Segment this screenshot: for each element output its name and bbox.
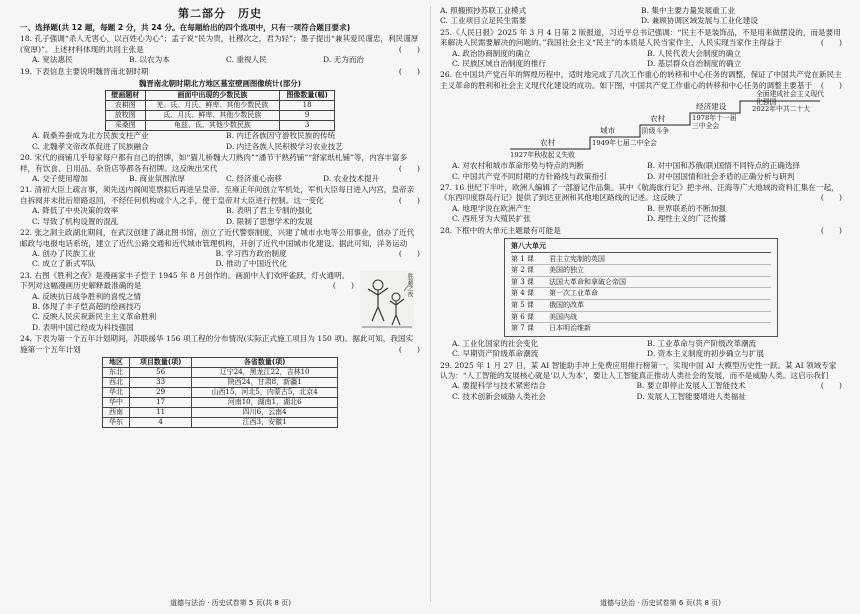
table-row: 西北 33 陕西24，甘肃8，新疆1 <box>103 377 338 387</box>
table-caption: 魏晋南北朝时期北方地区墓室壁画图像统计(部分) <box>139 79 301 89</box>
table-header: 各省数量(项) <box>192 357 338 367</box>
victory-night-cartoon <box>360 271 414 329</box>
options-18 <box>20 55 420 65</box>
timeline-step: 经济建设 <box>696 102 727 112</box>
project-distribution-table <box>102 357 338 428</box>
option[interactable]: D. 对中国国情和社会矛盾的正确分析与研判 <box>647 171 795 181</box>
lesson-row: 第 2 课 美国的独立 <box>511 265 771 277</box>
option[interactable]: D. 理性主义的广泛传播 <box>647 214 726 224</box>
option[interactable]: B. 体现了丰子恺高超的绘画技巧 <box>32 301 142 311</box>
option[interactable]: A. 对农村和城市革命形势与特点的判断 <box>452 161 584 171</box>
option[interactable]: A. 宽法惠民 <box>32 55 73 65</box>
option[interactable]: C. 成立了新式军队 <box>32 259 96 269</box>
table-row: 西南 11 四川6，云南4 <box>103 407 338 417</box>
question-20: 20. 宋代的商铺几乎每家每户都有自己的招牌，如“猫儿桥魏大刀熟肉”“潘节干熟药铺”“舒家纸札铺”等，内容丰富多样，有饮食、日用品、杂货店等都各有招牌。这反映出宋代 ( ) A. 交子使用增加 B. 商业氛围浓厚 C. 经济重心南移 D. 农业技术提升 <box>20 153 420 184</box>
option[interactable]: D. 资本主义制度的初步确立与扩展 <box>647 349 764 359</box>
option[interactable]: B. 要立即停止发展人工智能技术 <box>636 381 746 391</box>
option[interactable]: B. 世界联系的不断加强 <box>647 203 726 213</box>
question-25: 25.《人民日报》2025 年 3 月 4 日第 2 版报道，习近平总书记强调：“民主不是装饰品，不是用来做摆设的，而是要用来解决人民需要解决的问题的。”我国社会主义“民主”的本质是人民当家作主，人民实现当家作主得益于 ( ) A. 政治协商制度的确立 B. 人民代表大会制度的确立 C. 民族区域自治制度的推行 D. 基层群众自治制度的确立 <box>440 27 842 69</box>
option[interactable]: B. 对中国和苏俄(联)国情不同特点的正确选择 <box>647 161 801 171</box>
option[interactable]: D. 基层群众自治制度的确立 <box>647 59 742 69</box>
option[interactable]: B. 内迁各族因守游牧民族的传统 <box>226 131 336 141</box>
unit-title: 第八大单元 <box>511 241 771 253</box>
table-row: 农耕图 羌、氐、月氏、鲜卑、其他少数民族 18 <box>106 101 335 111</box>
option[interactable]: B. 集中主要力量发展重工业 <box>641 6 735 15</box>
question-29: 29. 2025 年 1 月 27 日，某 AI 智能助手冲上免费应用排行榜第一，实现中国 AI 大模型历史性一跃。某 AI 领域专家认为：“人工智能的发展核心就是‘以人为本’，要让人工智能真正推动人类社会的发展，而不是威胁人类。这启示我们 ( ) A. 要提科学与技术紧密结合 B. 要立即停止发展人工智能技术 C. 技术创新会威胁人类社会 D. 发展人工智能要增进人类福祉 <box>440 360 842 401</box>
option[interactable]: B. 商业氛围浓厚 <box>129 174 185 184</box>
option[interactable]: A. 照搬照抄苏联工业模式 <box>440 6 527 15</box>
question-23: 胜利之夜 23. 右图《胜利之夜》是漫画家丰子恺于 1945 年 8 月创作的。画面中人们欢呼雀跃，灯火通明。下列对这幅漫画历史解释最准确的是 ( ) A. 反映抗日战争胜利的喜悦之情 B. 体现了丰子恺高超的绘画技巧 C. 反映人民庆祝新民主主义革命胜利 D. 表明中国已经成为科技强国 <box>20 271 420 333</box>
timeline-step: 农村 <box>540 138 556 148</box>
option[interactable]: C. 西班牙为大殖民扩张 <box>452 214 531 224</box>
section-heading: 一、选择题(共 12 题，每题 2 分，共 24 分。在每题给出的四个选项中，只有一项符合题目要求) <box>20 23 351 32</box>
table-row: 华东 4 江西3，安徽1 <box>103 417 338 427</box>
option[interactable]: B. 工业革命与资产阶级改革潮流 <box>647 338 757 348</box>
unit-outline-box <box>504 238 778 337</box>
option[interactable]: B. 学习西方政治制度 <box>215 248 287 258</box>
stair-timeline <box>440 90 842 160</box>
mural-table <box>105 90 335 131</box>
cartoon-inscription: 胜利之夜 <box>406 272 413 297</box>
timeline-note: 1949年七届二中全会 <box>592 139 657 148</box>
table-header: 壁画题材 <box>106 91 146 101</box>
option[interactable]: C. 技术创新会威胁人类社会 <box>452 391 546 401</box>
option[interactable]: D. 表明中国已经成为科技强国 <box>32 322 134 332</box>
option[interactable]: A. 反映抗日战争胜利的喜悦之情 <box>32 291 142 301</box>
option[interactable]: A. 栽桑养蚕成为北方民族支柱产业 <box>32 131 149 141</box>
option[interactable]: D. 推动了中国近代化 <box>215 259 287 269</box>
question-19: 19. 下表信息主要说明魏晋南北朝时期 ( ) 魏晋南北朝时期北方地区墓室壁画图像统计(部分) 壁画题材 画面中出现的少数民族 图像数量(幅) 农耕图 羌、氐、月氏、鲜卑、其他少数民族 18 放牧图 氐、月氏、鲜卑、其他少数民族 9 采桑图 龟兹、氐、其他少数民族 3 A. 栽桑养蚕成为北方民族支柱产业 B. 内迁各族因守游牧民族的传统 C. 北魏孝文帝改革促进了民族融合 D. 内迁各族人民积极学习农业技艺 <box>20 66 420 151</box>
table-row: 东北 56 辽宁24，黑龙江22，吉林10 <box>103 367 338 377</box>
question-28: 28. 下框中的大单元主题最有可能是 ( ) 第八大单元 第 1 课 君主立宪制的英国 第 2 课 美国的独立 第 3 课 法国大革命和拿破仑帝国 第 4 课 第一次工业革命 第 5 课 俄国的改革 第 6 课 美国内战 第 7 课 日本明治维新 A. 工业化国家的社会变化 B. 工业革命与资产阶级改革潮流 C. 早期资产阶级革命潮流 D. 资本主义制度的初步确立与扩展 <box>440 225 842 359</box>
option[interactable]: D. 农业技术提升 <box>323 174 380 184</box>
option[interactable]: A. 工业化国家的社会变化 <box>452 338 539 348</box>
option[interactable]: D. 限制了思想学术的发展 <box>226 216 313 226</box>
option[interactable]: A. 要提科学与技术紧密结合 <box>452 381 546 391</box>
option[interactable]: B. 以农为本 <box>129 55 170 65</box>
option[interactable]: A. 创办了民族工业 <box>32 248 96 258</box>
lesson-row: 第 3 课 法国大革命和拿破仑帝国 <box>511 277 771 289</box>
lesson-row: 第 5 课 俄国的改革 <box>511 300 771 312</box>
option[interactable]: C. 反映人民庆祝新民主主义革命胜利 <box>32 312 157 322</box>
timeline-step: 城市 <box>600 126 616 136</box>
question-24: 24. 下表为第一个五年计划期间，苏联援华 156 项工程的分布情况(实际正式施工项目为 150 项)。据此可知，我国实施第一个五年计划 ( ) 地区 项目数量(项) 各省数量(项) 东北 56 辽宁24，黑龙江22，吉林10 西北 33 陕西24，甘肃8，新疆1 华北 29 山西15，河北5，内蒙古5，北京4 华中 17 河南10，湖南1，湖北6 西南 11 四川6，云南4 华东 4 江西3，安徽1 <box>20 334 420 426</box>
option[interactable]: C. 中国共产党不同时期的方针路线与政策指引 <box>452 171 607 181</box>
option[interactable]: D. 内迁各族人民积极学习农业技艺 <box>226 141 343 151</box>
left-page <box>20 6 420 428</box>
table-header: 画面中出现的少数民族 <box>145 91 280 101</box>
option[interactable]: D. 发展人工智能要增进人类福祉 <box>636 391 746 401</box>
question-22: 22. 张之洞主政湖北期间，在武汉创建了湖北图书馆，创立了近代警察制度，兴建了城市水电等公用事业，创办了近代邮政与电报电话系统，建立了近代公路交通和近代城市管理机构，开创了近代中国城市化建设。据此可知，洋务运动 ( ) A. 创办了民族工业 B. 学习西方政治制度 C. 成立了新式军队 D. 推动了中国近代化 <box>20 228 420 269</box>
timeline-note: 1927年秋收起义失败 <box>510 151 575 160</box>
option[interactable]: B. 表明了君主专制的强化 <box>226 206 313 216</box>
timeline-note: 1978年十一届三中全会 <box>692 114 737 131</box>
right-page <box>440 6 842 402</box>
option[interactable]: C. 工业项目立足民生需要 <box>440 16 527 26</box>
options-22 <box>20 249 399 270</box>
options-27 <box>440 204 842 225</box>
lesson-row: 第 7 课 日本明治维新 <box>511 324 591 333</box>
options-19 <box>20 131 420 152</box>
lesson-row: 第 1 课 君主立宪制的英国 <box>511 254 771 266</box>
timeline-step: 农村 <box>650 114 666 124</box>
table-row: 华北 29 山西15，河北5，内蒙古5，北京4 <box>103 387 338 397</box>
option[interactable]: C. 北魏孝文帝改革促进了民族融合 <box>32 141 149 151</box>
table-header: 地区 <box>103 357 130 367</box>
page-divider <box>430 6 431 602</box>
question-27: 27. 16 世纪下半叶，欧洲人编辑了一部游记作品集。其中《航海旅行记》把丰州、汪海等广大地域的资料汇集在一起，《东西印度群岛行记》提供了到达亚洲和其他地区路线的记述。这反映了 ( ) A. 地理学说在欧洲产生 B. 世界联系的不断加强 C. 西班牙为大殖民扩张 D. 理性主义的广泛传播 <box>440 183 842 224</box>
option[interactable]: D. 兼顾协调区域发展与工业化建设 <box>641 16 758 26</box>
option[interactable]: C. 民族区域自治制度的推行 <box>452 59 546 69</box>
options-28 <box>440 339 842 360</box>
option[interactable]: D. 无为而治 <box>323 55 365 65</box>
table-row: 放牧图 氐、月氏、鲜卑、其他少数民族 9 <box>106 111 335 121</box>
options-21 <box>20 206 420 227</box>
table-header: 项目数量(项) <box>130 357 192 367</box>
timeline-step: 全面建成社会主义现代化强国 <box>756 90 824 107</box>
options-26 <box>440 161 842 182</box>
option[interactable]: A. 交子使用增加 <box>32 174 88 184</box>
question-26: 26. 在中国共产党百年的辉煌历程中，适时地完成了几次工作重心的转移和中心任务的调整，保证了中国共产党在新民主主义革命的胜利和社会主义现代化建设的成功。如下图，中国共产党工作重心的转移和中心任务的调整主要基于 ( ) 农村 1927年秋收起义失败 城市 1949年七届二中全会 农村 阶级斗争 经济建设 1978年十一届三中全会 全面建成社会主义现代化强国 2022年中共二十大 A. 对农村和城市革命形势与特点的判断 B. 对中国和苏俄(联)国情不同特点的正确选择 C. 中国共产党不同时期的方针路线与政策指引 D. 对中国国情和社会矛盾的正确分析与研判 <box>440 70 842 181</box>
footer-page-6: 道德与法治 · 历史试卷第 6 页(共 8 页) <box>600 599 721 607</box>
option[interactable]: A. 降低了中央决策的效率 <box>32 206 119 216</box>
option[interactable]: B. 人民代表大会制度的确立 <box>647 48 741 58</box>
option[interactable]: A. 政治协商制度的确立 <box>452 48 531 58</box>
option[interactable]: C. 经济重心南移 <box>226 174 282 184</box>
table-row: 采桑图 龟兹、氐、其他少数民族 3 <box>106 121 335 131</box>
option[interactable]: C. 早期资产阶级革命潮流 <box>452 349 539 359</box>
timeline-note: 2022年中共二十大 <box>752 105 811 114</box>
option[interactable]: C. 导致了机构设置的混乱 <box>32 216 119 226</box>
lesson-row: 第 6 课 美国内战 <box>511 312 771 324</box>
question-18: 18. 孔子强调“杀人无害心，以百姓心为心”；孟子说“民为贵，社稷次之，君为轻”；墨子提出“兼其爱民谨忠，利民谨厚(宽厚)”。上述材料体现的共同主张是 ( ) A. 宽法惠民 B. 以农为本 C. 重视人民 D. 无为而治 <box>20 34 420 65</box>
options-20 <box>20 174 420 184</box>
option[interactable]: C. 重视人民 <box>226 55 267 65</box>
question-21: 21. 清初大臣上疏言事，须先送内阁阅览票拟后再进呈皇帝。至雍正年间创立军机处，军机大臣每日进入内宫，皇帝亲自拆阅并未批后原路返回，不经任何机构或个人之手，便于皇帝对大臣进行控制。这一变化 ( ) A. 降低了中央决策的效率 B. 表明了君主专制的强化 C. 导致了机构设置的混乱 D. 限制了思想学术的发展 <box>20 185 420 226</box>
footer-page-5: 道德与法治 · 历史试卷第 5 页(共 8 页) <box>170 599 291 607</box>
options-25 <box>440 49 842 70</box>
table-row: 华中 17 河南10，湖南1，湖北6 <box>103 397 338 407</box>
timeline-note: 阶级斗争 <box>642 127 670 136</box>
option[interactable]: A. 地理学说在欧洲产生 <box>452 203 531 213</box>
page-title: 第二部分 历史 <box>178 7 262 20</box>
table-header: 图像数量(幅) <box>280 91 335 101</box>
options-29 <box>440 381 821 402</box>
options-24 <box>440 6 842 27</box>
lesson-row: 第 4 课 第一次工业革命 <box>511 288 771 300</box>
